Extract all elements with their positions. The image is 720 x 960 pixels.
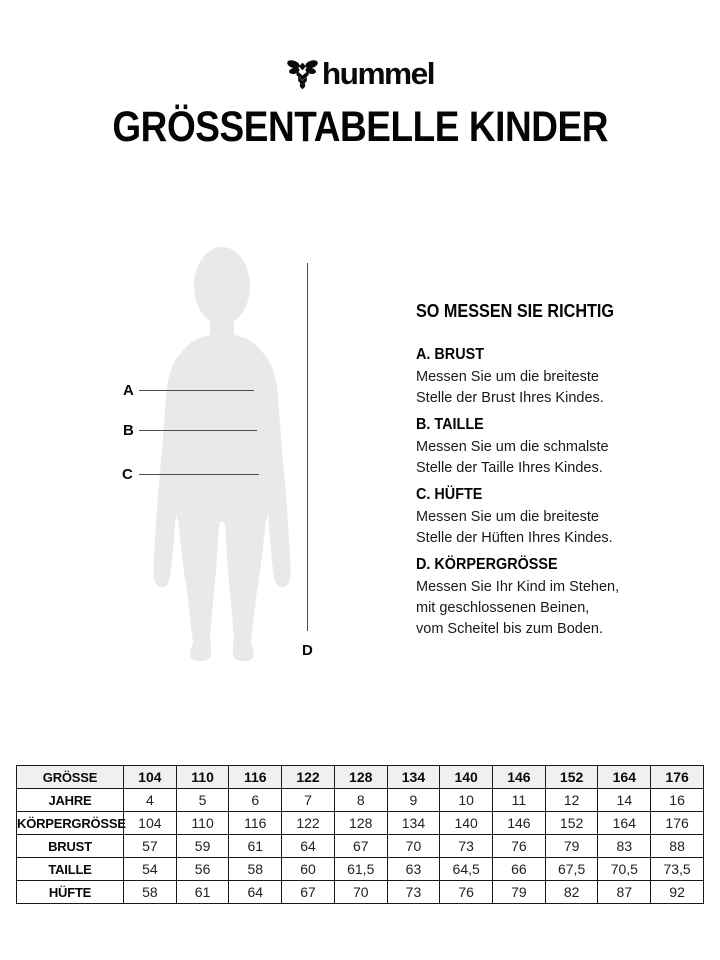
instruction-text: mit geschlossenen Beinen, bbox=[416, 600, 590, 616]
page-title: GRÖSSENTABELLE KINDER bbox=[112, 103, 608, 151]
instruction-text: Stelle der Taille Ihres Kindes. bbox=[416, 460, 603, 476]
size-column-header: 146 bbox=[493, 766, 546, 789]
size-column-header: 164 bbox=[598, 766, 651, 789]
size-table-row bbox=[17, 881, 704, 904]
measurement-value: 54 bbox=[124, 858, 177, 881]
size-table-row bbox=[17, 789, 704, 812]
measurement-value: 11 bbox=[493, 789, 546, 812]
measurement-value: 152 bbox=[545, 812, 598, 835]
measurement-value: 56 bbox=[176, 858, 229, 881]
measure-line-chest bbox=[139, 390, 254, 391]
instructions-heading: SO MESSEN SIE RICHTIG bbox=[416, 301, 615, 321]
measurement-value: 82 bbox=[545, 881, 598, 904]
measurement-value: 8 bbox=[334, 789, 387, 812]
measurement-value: 12 bbox=[545, 789, 598, 812]
measurement-value: 64 bbox=[229, 881, 282, 904]
measurement-value: 73 bbox=[387, 881, 440, 904]
measurement-value: 79 bbox=[493, 881, 546, 904]
measure-line-height bbox=[307, 263, 308, 631]
size-column-header: 110 bbox=[176, 766, 229, 789]
measure-instruction bbox=[416, 416, 666, 479]
measurement-value: 164 bbox=[598, 812, 651, 835]
measurement-value: 58 bbox=[124, 881, 177, 904]
instruction-text: vom Scheitel bis zum Boden. bbox=[416, 621, 603, 637]
hummel-bee-icon bbox=[287, 59, 318, 92]
size-table-row bbox=[17, 858, 704, 881]
instruction-text: Messen Sie um die breiteste bbox=[416, 509, 599, 525]
size-column-header: 140 bbox=[440, 766, 493, 789]
measurement-value: 92 bbox=[651, 881, 704, 904]
measurement-value: 122 bbox=[282, 812, 335, 835]
measurement-value: 67 bbox=[282, 881, 335, 904]
child-silhouette bbox=[140, 228, 320, 678]
measurement-value: 67 bbox=[334, 835, 387, 858]
row-label: KÖRPERGRÖSSE bbox=[17, 812, 124, 835]
size-column-header: 128 bbox=[334, 766, 387, 789]
instruction-text: Stelle der Brust Ihres Kindes. bbox=[416, 390, 604, 406]
measurement-value: 116 bbox=[229, 812, 282, 835]
measurement-value: 63 bbox=[387, 858, 440, 881]
instruction-title: B. TAILLE bbox=[416, 416, 484, 433]
measurement-value: 57 bbox=[124, 835, 177, 858]
measurement-value: 70 bbox=[387, 835, 440, 858]
instruction-title: A. BRUST bbox=[416, 346, 485, 363]
row-label: BRUST bbox=[17, 835, 124, 858]
measure-label-b: B bbox=[123, 422, 134, 439]
kids-size-table bbox=[16, 765, 704, 904]
size-table-row bbox=[17, 835, 704, 858]
measurement-value: 67,5 bbox=[545, 858, 598, 881]
measurement-value: 64,5 bbox=[440, 858, 493, 881]
instruction-sections bbox=[416, 346, 666, 640]
size-column-header: 176 bbox=[651, 766, 704, 789]
size-column-header: 122 bbox=[282, 766, 335, 789]
measurement-value: 10 bbox=[440, 789, 493, 812]
measurement-value: 110 bbox=[176, 812, 229, 835]
measurement-value: 4 bbox=[124, 789, 177, 812]
measurement-value: 83 bbox=[598, 835, 651, 858]
measurement-value: 14 bbox=[598, 789, 651, 812]
instruction-title: D. KÖRPERGRÖSSE bbox=[416, 556, 558, 573]
size-column-header: 116 bbox=[229, 766, 282, 789]
measurement-value: 87 bbox=[598, 881, 651, 904]
size-column-header: 134 bbox=[387, 766, 440, 789]
measure-label-c: C bbox=[122, 466, 133, 483]
measurement-value: 61 bbox=[229, 835, 282, 858]
measure-line-waist bbox=[139, 430, 257, 431]
brand-logo bbox=[0, 58, 720, 93]
measure-instruction bbox=[416, 346, 666, 409]
measurement-value: 7 bbox=[282, 789, 335, 812]
row-label: GRÖSSE bbox=[17, 766, 124, 789]
instruction-text: Messen Sie um die breiteste bbox=[416, 369, 599, 385]
measurement-value: 59 bbox=[176, 835, 229, 858]
measure-instruction bbox=[416, 486, 666, 549]
row-label: TAILLE bbox=[17, 858, 124, 881]
measurement-value: 146 bbox=[493, 812, 546, 835]
measurement-value: 88 bbox=[651, 835, 704, 858]
row-label: JAHRE bbox=[17, 789, 124, 812]
row-label: HÜFTE bbox=[17, 881, 124, 904]
measurement-value: 66 bbox=[493, 858, 546, 881]
size-column-header: 104 bbox=[124, 766, 177, 789]
measurement-value: 64 bbox=[282, 835, 335, 858]
instruction-title: C. HÜFTE bbox=[416, 486, 483, 503]
instruction-text: Messen Sie Ihr Kind im Stehen, bbox=[416, 579, 620, 595]
measure-label-a: A bbox=[123, 382, 134, 399]
measurement-value: 140 bbox=[440, 812, 493, 835]
measurement-value: 58 bbox=[229, 858, 282, 881]
measurement-value: 61 bbox=[176, 881, 229, 904]
measurement-value: 73 bbox=[440, 835, 493, 858]
measuring-instructions bbox=[416, 301, 666, 647]
instruction-text: Messen Sie um die schmalste bbox=[416, 439, 609, 455]
measurement-value: 70 bbox=[334, 881, 387, 904]
measurement-value: 70,5 bbox=[598, 858, 651, 881]
measurement-value: 76 bbox=[440, 881, 493, 904]
measurement-value: 6 bbox=[229, 789, 282, 812]
measurement-value: 5 bbox=[176, 789, 229, 812]
measurement-value: 16 bbox=[651, 789, 704, 812]
measure-line-hip bbox=[139, 474, 259, 475]
measurement-value: 76 bbox=[493, 835, 546, 858]
measure-instruction bbox=[416, 556, 666, 640]
measurement-value: 128 bbox=[334, 812, 387, 835]
measurement-value: 104 bbox=[124, 812, 177, 835]
measurement-value: 9 bbox=[387, 789, 440, 812]
size-column-header: 152 bbox=[545, 766, 598, 789]
size-table-header-row bbox=[17, 766, 704, 789]
instruction-text: Stelle der Hüften Ihres Kindes. bbox=[416, 530, 613, 546]
measurement-value: 134 bbox=[387, 812, 440, 835]
measure-label-d: D bbox=[302, 642, 313, 659]
measurement-value: 61,5 bbox=[334, 858, 387, 881]
measurement-value: 176 bbox=[651, 812, 704, 835]
measurement-value: 73,5 bbox=[651, 858, 704, 881]
measurement-value: 60 bbox=[282, 858, 335, 881]
size-table-row bbox=[17, 812, 704, 835]
brand-wordmark: hummel bbox=[321, 56, 435, 91]
measurement-value: 79 bbox=[545, 835, 598, 858]
